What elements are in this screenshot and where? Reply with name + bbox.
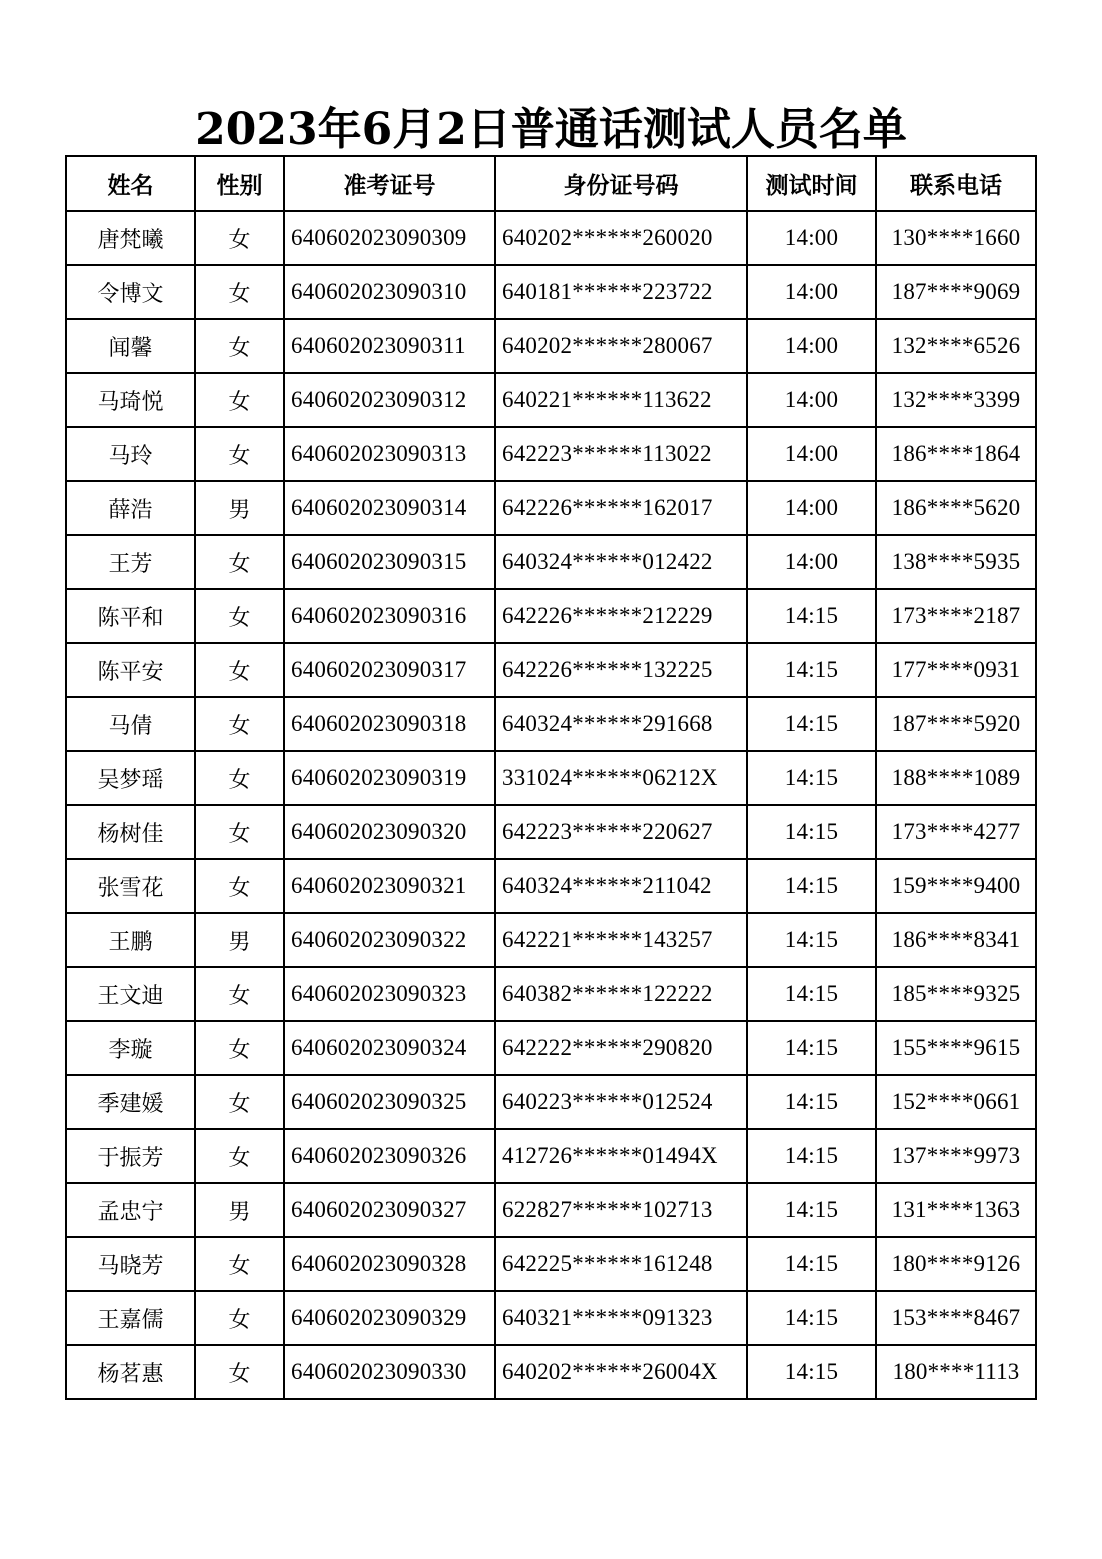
cell-id-number: 642221******143257 [495, 913, 747, 967]
cell-test-time: 14:15 [747, 913, 876, 967]
cell-name: 吴梦瑶 [66, 751, 195, 805]
cell-gender: 女 [195, 1129, 284, 1183]
cell-id-number: 412726******01494X [495, 1129, 747, 1183]
cell-phone: 188****1089 [876, 751, 1036, 805]
cell-id-number: 640181******223722 [495, 265, 747, 319]
cell-name: 王文迪 [66, 967, 195, 1021]
cell-phone: 186****8341 [876, 913, 1036, 967]
cell-id-number: 642226******132225 [495, 643, 747, 697]
cell-gender: 女 [195, 859, 284, 913]
cell-phone: 137****9973 [876, 1129, 1036, 1183]
cell-phone: 152****0661 [876, 1075, 1036, 1129]
table-row [66, 1021, 1036, 1075]
cell-exam-number: 640602023090323 [284, 967, 495, 1021]
cell-name: 季建媛 [66, 1075, 195, 1129]
cell-test-time: 14:00 [747, 265, 876, 319]
cell-test-time: 14:15 [747, 1237, 876, 1291]
table-row [66, 211, 1036, 265]
cell-gender: 男 [195, 913, 284, 967]
cell-exam-number: 640602023090319 [284, 751, 495, 805]
cell-exam-number: 640602023090309 [284, 211, 495, 265]
cell-test-time: 14:15 [747, 1291, 876, 1345]
cell-name: 闻馨 [66, 319, 195, 373]
table-row [66, 319, 1036, 373]
cell-phone: 130****1660 [876, 211, 1036, 265]
cell-test-time: 14:00 [747, 427, 876, 481]
cell-gender: 女 [195, 805, 284, 859]
cell-test-time: 14:15 [747, 697, 876, 751]
cell-id-number: 640324******291668 [495, 697, 747, 751]
cell-phone: 132****3399 [876, 373, 1036, 427]
cell-exam-number: 640602023090318 [284, 697, 495, 751]
cell-gender: 女 [195, 1075, 284, 1129]
cell-gender: 男 [195, 481, 284, 535]
cell-name: 王嘉儒 [66, 1291, 195, 1345]
cell-test-time: 14:15 [747, 1345, 876, 1399]
cell-id-number: 640223******012524 [495, 1075, 747, 1129]
table-row [66, 1129, 1036, 1183]
table-row [66, 265, 1036, 319]
cell-id-number: 640324******211042 [495, 859, 747, 913]
cell-exam-number: 640602023090321 [284, 859, 495, 913]
table-row [66, 427, 1036, 481]
cell-test-time: 14:15 [747, 1129, 876, 1183]
table-row [66, 967, 1036, 1021]
cell-name: 令博文 [66, 265, 195, 319]
table-row [66, 859, 1036, 913]
cell-gender: 女 [195, 967, 284, 1021]
cell-name: 薛浩 [66, 481, 195, 535]
roster-body [66, 211, 1036, 1399]
cell-id-number: 640202******26004X [495, 1345, 747, 1399]
cell-id-number: 640324******012422 [495, 535, 747, 589]
cell-phone: 132****6526 [876, 319, 1036, 373]
cell-test-time: 14:00 [747, 481, 876, 535]
cell-name: 马玲 [66, 427, 195, 481]
cell-phone: 187****9069 [876, 265, 1036, 319]
cell-gender: 女 [195, 1345, 284, 1399]
cell-test-time: 14:15 [747, 1183, 876, 1237]
cell-exam-number: 640602023090314 [284, 481, 495, 535]
cell-phone: 180****9126 [876, 1237, 1036, 1291]
cell-gender: 女 [195, 265, 284, 319]
cell-name: 王芳 [66, 535, 195, 589]
cell-name: 孟忠宁 [66, 1183, 195, 1237]
cell-exam-number: 640602023090320 [284, 805, 495, 859]
cell-phone: 177****0931 [876, 643, 1036, 697]
cell-test-time: 14:00 [747, 373, 876, 427]
table-row [66, 589, 1036, 643]
page-title: 2023年6月2日普通话测试人员名单 [195, 104, 907, 155]
cell-exam-number: 640602023090328 [284, 1237, 495, 1291]
cell-id-number: 331024******06212X [495, 751, 747, 805]
header-phone: 联系电话 [876, 156, 1036, 211]
cell-gender: 男 [195, 1183, 284, 1237]
cell-id-number: 642223******220627 [495, 805, 747, 859]
cell-phone: 187****5920 [876, 697, 1036, 751]
cell-exam-number: 640602023090316 [284, 589, 495, 643]
header-name: 姓名 [66, 156, 195, 211]
cell-phone: 180****1113 [876, 1345, 1036, 1399]
cell-exam-number: 640602023090329 [284, 1291, 495, 1345]
cell-exam-number: 640602023090312 [284, 373, 495, 427]
table-row [66, 643, 1036, 697]
header-gender: 性别 [195, 156, 284, 211]
table-row [66, 805, 1036, 859]
cell-id-number: 640202******260020 [495, 211, 747, 265]
cell-id-number: 640382******122222 [495, 967, 747, 1021]
cell-phone: 159****9400 [876, 859, 1036, 913]
cell-name: 张雪花 [66, 859, 195, 913]
cell-exam-number: 640602023090327 [284, 1183, 495, 1237]
cell-gender: 女 [195, 319, 284, 373]
cell-gender: 女 [195, 211, 284, 265]
cell-phone: 155****9615 [876, 1021, 1036, 1075]
cell-exam-number: 640602023090322 [284, 913, 495, 967]
cell-exam-number: 640602023090310 [284, 265, 495, 319]
cell-gender: 女 [195, 535, 284, 589]
cell-test-time: 14:15 [747, 1021, 876, 1075]
cell-test-time: 14:00 [747, 211, 876, 265]
cell-name: 马倩 [66, 697, 195, 751]
cell-test-time: 14:15 [747, 967, 876, 1021]
table-row [66, 1291, 1036, 1345]
cell-exam-number: 640602023090311 [284, 319, 495, 373]
cell-phone: 185****9325 [876, 967, 1036, 1021]
cell-exam-number: 640602023090324 [284, 1021, 495, 1075]
cell-id-number: 640321******091323 [495, 1291, 747, 1345]
cell-id-number: 640221******113622 [495, 373, 747, 427]
cell-name: 马晓芳 [66, 1237, 195, 1291]
cell-exam-number: 640602023090326 [284, 1129, 495, 1183]
cell-gender: 女 [195, 1021, 284, 1075]
cell-id-number: 642223******113022 [495, 427, 747, 481]
table-row [66, 1345, 1036, 1399]
cell-phone: 138****5935 [876, 535, 1036, 589]
table-row [66, 481, 1036, 535]
header-exam-number: 准考证号 [284, 156, 495, 211]
cell-test-time: 14:15 [747, 751, 876, 805]
cell-gender: 女 [195, 751, 284, 805]
cell-phone: 173****2187 [876, 589, 1036, 643]
table-row [66, 913, 1036, 967]
cell-gender: 女 [195, 643, 284, 697]
cell-exam-number: 640602023090315 [284, 535, 495, 589]
cell-gender: 女 [195, 1291, 284, 1345]
table-row [66, 373, 1036, 427]
cell-test-time: 14:15 [747, 859, 876, 913]
roster-table [65, 155, 1037, 1400]
cell-test-time: 14:15 [747, 589, 876, 643]
cell-id-number: 640202******280067 [495, 319, 747, 373]
table-row [66, 1237, 1036, 1291]
cell-phone: 153****8467 [876, 1291, 1036, 1345]
cell-gender: 女 [195, 373, 284, 427]
header-test-time: 测试时间 [747, 156, 876, 211]
cell-name: 陈平和 [66, 589, 195, 643]
cell-id-number: 642225******161248 [495, 1237, 747, 1291]
cell-gender: 女 [195, 589, 284, 643]
header-id-number: 身份证号码 [495, 156, 747, 211]
cell-name: 唐梵曦 [66, 211, 195, 265]
cell-phone: 186****5620 [876, 481, 1036, 535]
cell-name: 马琦悦 [66, 373, 195, 427]
table-row [66, 697, 1036, 751]
table-row [66, 751, 1036, 805]
cell-gender: 女 [195, 697, 284, 751]
cell-gender: 女 [195, 1237, 284, 1291]
cell-id-number: 642222******290820 [495, 1021, 747, 1075]
cell-test-time: 14:00 [747, 319, 876, 373]
cell-name: 于振芳 [66, 1129, 195, 1183]
cell-id-number: 642226******212229 [495, 589, 747, 643]
table-row [66, 1183, 1036, 1237]
cell-test-time: 14:15 [747, 643, 876, 697]
cell-test-time: 14:00 [747, 535, 876, 589]
cell-name: 王鹏 [66, 913, 195, 967]
cell-exam-number: 640602023090313 [284, 427, 495, 481]
header-row [66, 156, 1036, 211]
cell-test-time: 14:15 [747, 1075, 876, 1129]
cell-exam-number: 640602023090325 [284, 1075, 495, 1129]
cell-name: 杨茗惠 [66, 1345, 195, 1399]
cell-phone: 186****1864 [876, 427, 1036, 481]
cell-gender: 女 [195, 427, 284, 481]
table-row [66, 1075, 1036, 1129]
cell-phone: 173****4277 [876, 805, 1036, 859]
cell-test-time: 14:15 [747, 805, 876, 859]
cell-name: 陈平安 [66, 643, 195, 697]
cell-id-number: 642226******162017 [495, 481, 747, 535]
cell-exam-number: 640602023090330 [284, 1345, 495, 1399]
cell-name: 杨树佳 [66, 805, 195, 859]
cell-phone: 131****1363 [876, 1183, 1036, 1237]
cell-name: 李璇 [66, 1021, 195, 1075]
table-row [66, 535, 1036, 589]
cell-exam-number: 640602023090317 [284, 643, 495, 697]
cell-id-number: 622827******102713 [495, 1183, 747, 1237]
